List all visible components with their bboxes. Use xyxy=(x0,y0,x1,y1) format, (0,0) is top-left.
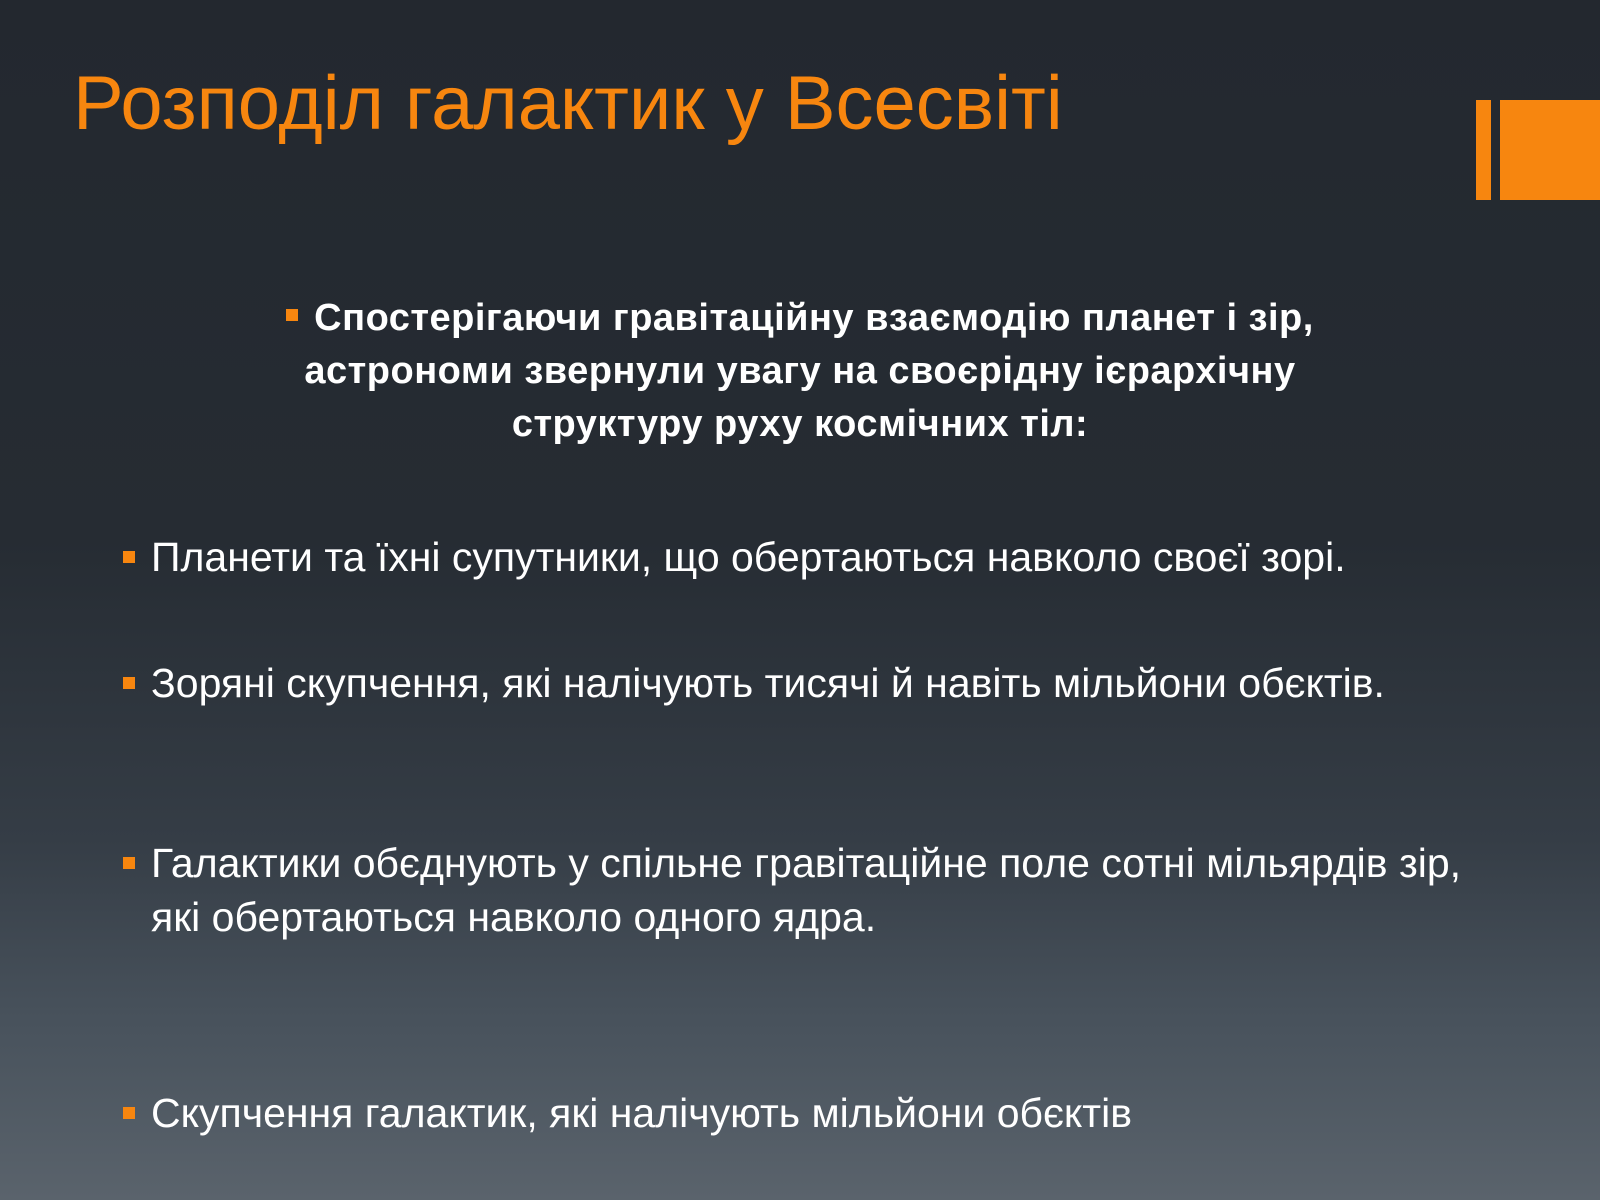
intro-paragraph xyxy=(210,292,1390,451)
accent-bar-decoration xyxy=(1476,100,1491,200)
list-item-text: Скупчення галактик, які налічують мільйони обєктів xyxy=(151,1090,1132,1136)
list-item-text: Зоряні скупчення, які налічують тисячі й навіть мільйони обєктів. xyxy=(151,660,1385,706)
list-item xyxy=(120,656,1500,710)
square-bullet-icon xyxy=(123,677,135,689)
list-item xyxy=(120,836,1500,944)
list-item-text: Планети та їхні супутники, що обертаються навколо своєї зорі. xyxy=(151,534,1346,580)
accent-block-decoration xyxy=(1500,100,1600,200)
slide-title: Розподіл галактик у Всесвіті xyxy=(73,61,1063,146)
list-item-text: Галактики обєднують у спільне гравітаційне поле сотні мільярдів зір, які обертаються навколо одного ядра. xyxy=(151,840,1462,940)
intro-text: Спостерігаючи гравітаційну взаємодію планет і зір, астрономи звернули увагу на своєрідну ієрархічну структуру руху космічних тіл: xyxy=(304,297,1314,445)
square-bullet-icon xyxy=(286,309,298,321)
square-bullet-icon xyxy=(123,857,135,869)
square-bullet-icon xyxy=(123,551,135,563)
square-bullet-icon xyxy=(123,1107,135,1119)
list-item xyxy=(120,530,1500,584)
list-item xyxy=(120,1086,1500,1140)
